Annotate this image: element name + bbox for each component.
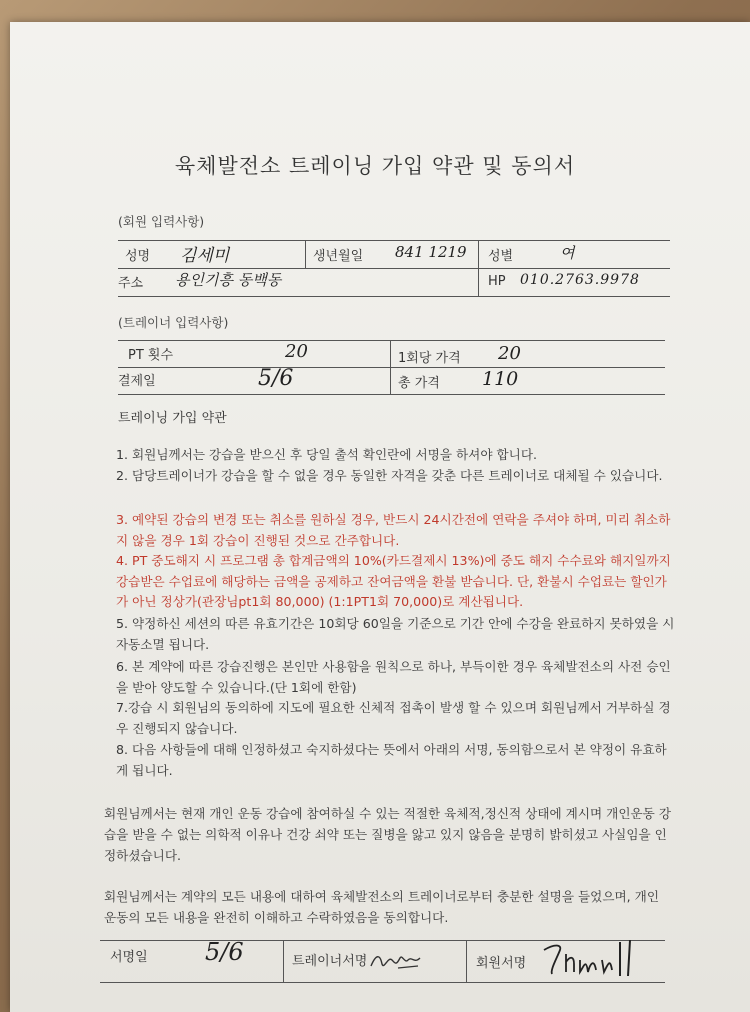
address-label: 주소 — [118, 276, 144, 291]
member-sign-label: 회원서명 — [476, 956, 527, 971]
birth-label: 생년월일 — [313, 249, 364, 264]
total-price-value: 110 — [482, 368, 519, 390]
term-7: 7.강습 시 회원님의 동의하에 지도에 필요한 신체적 접촉이 발생 할 수 있으며 회원님께서 거부하실 경우 진행되지 않습니다. — [116, 700, 671, 736]
member-signature — [540, 936, 640, 980]
term-4: 4. PT 중도해지 시 프로그램 총 합계금액의 10%(카드결제시 13%)에 중도 해지 수수료와 해지일까지 강습받은 수업료에 해당하는 금액을 공제하고 잔여금액을 환불 받습니다. 단, 환불시 수업료는 할인가가 아닌 정상가(관장님pt1회 80,000) (1:1PT1회 70,000)로 계산됩니다. — [116, 553, 671, 609]
pt-count-value: 20 — [285, 341, 308, 362]
payment-date-value: 5/6 — [258, 366, 294, 391]
per-session-label: 1회당 가격 — [398, 351, 461, 366]
health-statement: 회원님께서는 현재 개인 운동 강습에 참여하실 수 있는 적절한 육체적,정신적 상태에 계시며 개인운동 강습을 받을 수 없는 의학적 이유나 건강 쇠약 또는 질병을 앓고 있지 않음을 분명히 밝히셨고 사실임을 인정하셨습니다. — [104, 806, 671, 863]
term-1: 1. 회원님께서는 강습을 받으신 후 당일 출석 확인란에 서명을 하셔야 합니다. — [116, 447, 538, 462]
trainer-sign-label: 트레이너서명 — [292, 954, 368, 969]
per-session-value: 20 — [498, 343, 521, 364]
term-2: 2. 담당트레이너가 강습을 할 수 없을 경우 동일한 자격을 갖춘 다른 트레이너로 대체될 수 있습니다. — [116, 468, 663, 483]
name-value: 김세미 — [180, 246, 230, 266]
consent-statement: 회원님께서는 계약의 모든 내용에 대하여 육체발전소의 트레이너로부터 충분한 설명을 들었으며, 개인 운동의 모든 내용을 완전히 이해하고 수락하였음을 동의합니다. — [104, 889, 659, 925]
birth-value: 841 1219 — [395, 243, 467, 261]
terms-heading: 트레이닝 가입 약관 — [118, 411, 227, 426]
name-label: 성명 — [125, 249, 151, 264]
hp-value: 010.2763.9978 — [520, 272, 640, 288]
term-6: 6. 본 계약에 따른 강습진행은 본인만 사용함을 원칙으로 하나, 부득이한 경우 육체발전소의 사전 승인을 받아 양도할 수 있습니다.(단 1회에 한함) — [116, 659, 671, 695]
term-3: 3. 예약된 강습의 변경 또는 취소를 원하실 경우, 반드시 24시간전에 연락을 주셔야 하며, 미리 취소하지 않을 경우 1회 강습이 진행된 것으로 간주합니다. — [116, 512, 671, 548]
sign-date-value: 5/6 — [205, 938, 244, 966]
pt-count-label: PT 횟수 — [128, 348, 174, 363]
sign-date-label: 서명일 — [110, 950, 148, 965]
hp-label: HP — [488, 274, 506, 289]
gender-label: 성별 — [488, 249, 514, 264]
document-title: 육체발전소 트레이닝 가입 약관 및 동의서 — [174, 154, 576, 178]
trainer-section-heading: (트레이너 입력사항) — [118, 315, 229, 330]
gender-value: 여 — [560, 244, 575, 262]
term-8: 8. 다음 사항들에 대해 인정하셨고 숙지하셨다는 뜻에서 아래의 서명, 동의함으로서 본 약정이 유효하게 됩니다. — [116, 742, 667, 778]
term-5: 5. 약정하신 세션의 따른 유효기간은 10회당 60일을 기준으로 기간 안에 수강을 완료하지 못하였을 시 자동소멸 됩니다. — [116, 616, 675, 652]
address-value: 용인기흥 동백동 — [175, 271, 282, 289]
total-price-label: 총 가격 — [398, 376, 440, 391]
payment-date-label: 결제일 — [118, 374, 156, 389]
trainer-signature — [368, 946, 428, 972]
member-section-heading: (회원 입력사항) — [118, 214, 205, 229]
